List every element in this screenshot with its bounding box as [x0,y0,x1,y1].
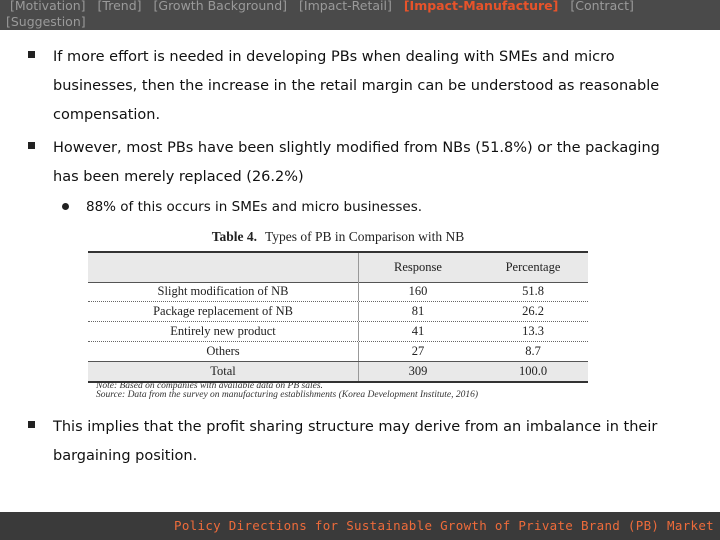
square-bullet-icon [28,142,35,149]
row-response: 27 [411,344,425,358]
bullet-2-line-2: has been merely replaced (26.2%) [53,169,304,185]
row-percentage: 13.3 [522,324,544,338]
table-row [88,302,588,322]
row-percentage: 26.2 [522,304,544,318]
nav-item-motivation[interactable]: [Motivation] [10,0,86,13]
nav-item-contract[interactable]: [Contract] [570,0,634,13]
round-bullet-icon [62,203,69,210]
table-total-row [88,361,588,383]
table-row [88,322,588,342]
table-title-text: Types of PB in Comparison with NB [264,229,465,244]
table-title-number: Table 4. [211,229,257,244]
sub-bullet-text: 88% of this occurs in SMEs and micro businesses. [86,199,423,215]
total-response: 309 [408,364,428,378]
table-source: Source: Data from the survey on manufacturing establishments (Korea Development Institute, 2016) [96,390,479,400]
row-percentage: 51.8 [522,284,544,298]
total-label: Total [210,364,236,378]
nav-item-suggestion[interactable]: [Suggestion] [6,14,86,29]
table-header-row [88,251,588,283]
bullet-3-line-1: This implies that the profit sharing structure may derive from an imbalance in their [53,419,658,435]
table-title [88,229,588,245]
bullet-3-line-2: bargaining position. [53,448,198,464]
table-note: Note: Based on companies with available data on PB sales. [96,381,323,391]
nav-item-growth-background[interactable]: [Growth Background] [153,0,288,13]
row-response: 81 [411,304,425,318]
table-row [88,342,588,362]
bullet-1-line-2: businesses, then the increase in the retail margin can be understood as reasonable [53,78,660,94]
nav-item-impact-retail[interactable]: [Impact-Retail] [299,0,392,13]
total-percentage: 100.0 [518,364,548,378]
sub-bullet [62,196,422,218]
row-label: Slight modification of NB [157,284,289,298]
column-header-percentage: Percentage [505,260,561,274]
footer-bar [0,512,720,540]
footer-title: Policy Directions for Sustainable Growth of Private Brand (PB) Market [174,518,714,533]
row-response: 160 [408,284,428,298]
row-label: Others [206,344,240,358]
square-bullet-icon [28,51,35,58]
square-bullet-icon [28,421,35,428]
bullet-1 [26,43,686,130]
row-response: 41 [411,324,425,338]
row-percentage: 8.7 [525,344,541,358]
row-label: Entirely new product [170,324,276,338]
table-figure [88,225,588,405]
nav-item-impact-manufacture[interactable]: [Impact-Manufacture] [403,0,559,13]
section-nav [6,0,710,29]
bullet-1-line-1: If more effort is needed in developing PBs when dealing with SMEs and micro [53,49,615,65]
bullet-1-line-3: compensation. [53,107,161,123]
table-notes [96,382,576,400]
bullet-2-line-1: However, most PBs have been slightly modified from NBs (51.8%) or the packaging [53,140,660,156]
bullet-3 [26,413,686,471]
table-row [88,282,588,302]
column-header-response: Response [394,260,442,274]
top-nav-bar [0,0,720,30]
row-label: Package replacement of NB [153,304,293,318]
data-table [88,251,588,381]
nav-item-trend[interactable]: [Trend] [97,0,142,13]
bullet-2 [26,134,686,192]
